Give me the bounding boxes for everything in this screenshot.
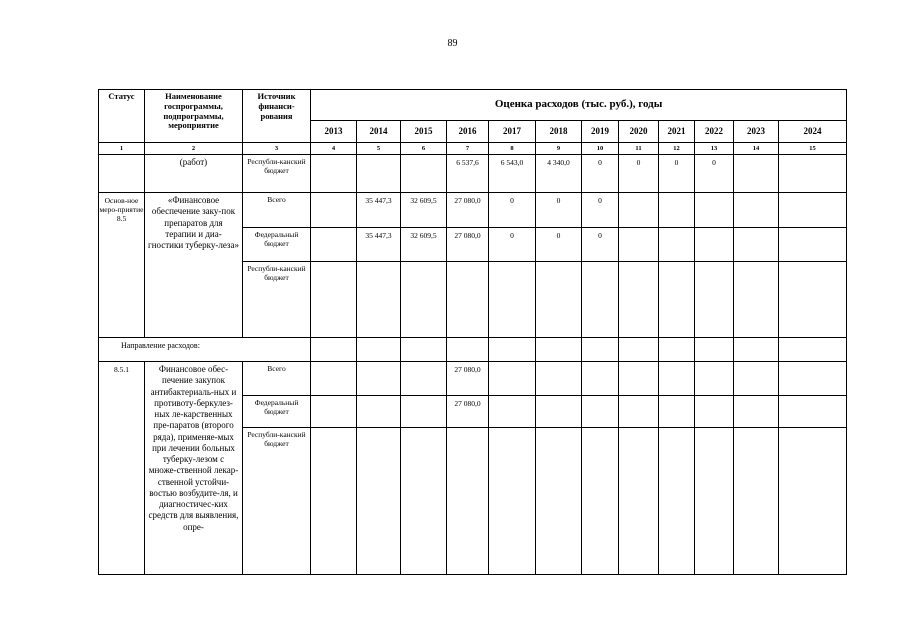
value-cell — [779, 396, 847, 428]
value-cell — [619, 362, 659, 396]
value-cell — [695, 428, 734, 575]
header-status: Статус — [99, 90, 145, 143]
value-cell: 0 — [582, 155, 619, 193]
value-cell — [695, 193, 734, 228]
value-cell: 4 340,0 — [536, 155, 582, 193]
section-row — [99, 338, 847, 362]
source-cell: Федеральный бюджет — [243, 228, 311, 262]
value-cell — [734, 262, 779, 338]
source-cell: Республи-канский бюджет — [243, 155, 311, 193]
value-cell — [734, 362, 779, 396]
value-cell: 0 — [536, 193, 582, 228]
column-number: 6 — [401, 143, 447, 155]
value-cell — [357, 396, 401, 428]
value-cell — [536, 362, 582, 396]
value-cell: 0 — [659, 155, 695, 193]
page-number: 89 — [447, 38, 458, 49]
expense-table — [98, 89, 847, 575]
value-cell — [659, 193, 695, 228]
header-year: 2014 — [357, 121, 401, 143]
value-cell — [582, 396, 619, 428]
value-cell — [536, 262, 582, 338]
header-year: 2022 — [695, 121, 734, 143]
value-cell — [582, 428, 619, 575]
value-cell — [695, 362, 734, 396]
column-number: 3 — [243, 143, 311, 155]
column-number: 2 — [145, 143, 243, 155]
header-estimate: Оценка расходов (тыс. руб.), годы — [311, 90, 847, 121]
value-cell — [619, 428, 659, 575]
value-cell — [447, 428, 489, 575]
value-cell: 0 — [536, 228, 582, 262]
value-cell: 6 537,6 — [447, 155, 489, 193]
source-cell: Республи-канский бюджет — [243, 428, 311, 575]
column-number: 10 — [582, 143, 619, 155]
value-cell: 27 080,0 — [447, 396, 489, 428]
value-cell — [619, 193, 659, 228]
column-number: 13 — [695, 143, 734, 155]
status-cell: Основ-ное меро-приятие 8.5 — [99, 193, 145, 338]
name-cell: Финансовое обес-печение закупок антибактериаль-ных и противоту-беркулез-ных ле-карственных пре-паратов (второго ряда), применяе-мых при лечении больных туберку-лезом с множе-ственной лекар-ственной устойчи-востью возбудите-ля, и диагностичес-ких средств для выявления, опре- — [145, 362, 243, 575]
value-cell — [582, 262, 619, 338]
value-cell — [779, 155, 847, 193]
value-cell: 0 — [619, 155, 659, 193]
value-cell: 35 447,3 — [357, 193, 401, 228]
header-year: 2020 — [619, 121, 659, 143]
value-cell — [357, 362, 401, 396]
value-cell — [659, 428, 695, 575]
value-cell — [659, 228, 695, 262]
status-cell — [99, 155, 145, 193]
column-number: 8 — [489, 143, 536, 155]
value-cell — [447, 262, 489, 338]
value-cell — [401, 362, 447, 396]
value-cell: 0 — [582, 228, 619, 262]
header-year: 2013 — [311, 121, 357, 143]
value-cell — [311, 396, 357, 428]
value-cell — [401, 155, 447, 193]
table-row — [99, 155, 847, 193]
value-cell: 32 609,5 — [401, 228, 447, 262]
value-cell — [357, 428, 401, 575]
value-cell — [779, 362, 847, 396]
value-cell — [311, 362, 357, 396]
value-cell — [695, 228, 734, 262]
value-cell — [401, 262, 447, 338]
value-cell — [311, 262, 357, 338]
value-cell — [695, 396, 734, 428]
value-cell: 35 447,3 — [357, 228, 401, 262]
value-cell — [619, 262, 659, 338]
value-cell — [489, 262, 536, 338]
header-year: 2018 — [536, 121, 582, 143]
value-cell — [489, 428, 536, 575]
value-cell — [659, 262, 695, 338]
source-cell: Федеральный бюджет — [243, 396, 311, 428]
column-number: 4 — [311, 143, 357, 155]
column-number: 14 — [734, 143, 779, 155]
column-number: 9 — [536, 143, 582, 155]
column-number: 15 — [779, 143, 847, 155]
value-cell: 27 080,0 — [447, 193, 489, 228]
value-cell — [311, 428, 357, 575]
header-year: 2017 — [489, 121, 536, 143]
column-number: 11 — [619, 143, 659, 155]
value-cell — [779, 193, 847, 228]
value-cell — [734, 193, 779, 228]
value-cell: 27 080,0 — [447, 228, 489, 262]
value-cell — [311, 228, 357, 262]
value-cell — [311, 155, 357, 193]
header-year: 2016 — [447, 121, 489, 143]
value-cell — [734, 396, 779, 428]
value-cell — [582, 362, 619, 396]
value-cell — [536, 428, 582, 575]
value-cell — [536, 396, 582, 428]
value-cell — [779, 228, 847, 262]
value-cell: 27 080,0 — [447, 362, 489, 396]
value-cell — [619, 228, 659, 262]
value-cell: 6 543,0 — [489, 155, 536, 193]
header-source: Источник финанси-рования — [243, 90, 311, 143]
column-number: 7 — [447, 143, 489, 155]
value-cell — [659, 362, 695, 396]
value-cell — [734, 428, 779, 575]
value-cell — [734, 155, 779, 193]
column-number: 12 — [659, 143, 695, 155]
source-cell: Республи-канский бюджет — [243, 262, 311, 338]
direction-label: Направление расходов: — [99, 338, 311, 362]
source-cell: Всего — [243, 193, 311, 228]
name-cell: «Финансовое обеспечение заку-пок препаратов для терапии и диа-гностики туберку-леза» — [145, 193, 243, 338]
header-year: 2024 — [779, 121, 847, 143]
column-number: 1 — [99, 143, 145, 155]
value-cell — [357, 262, 401, 338]
column-number: 5 — [357, 143, 401, 155]
value-cell: 32 609,5 — [401, 193, 447, 228]
header-year: 2015 — [401, 121, 447, 143]
source-cell: Всего — [243, 362, 311, 396]
value-cell — [489, 396, 536, 428]
value-cell — [734, 228, 779, 262]
status-cell: 8.5.1 — [99, 362, 145, 575]
value-cell — [779, 428, 847, 575]
header-year: 2021 — [659, 121, 695, 143]
value-cell — [619, 396, 659, 428]
value-cell: 0 — [582, 193, 619, 228]
header-name: Наименование госпрограммы, подпрограммы, мероприятие — [145, 90, 243, 143]
value-cell: 0 — [695, 155, 734, 193]
value-cell — [489, 362, 536, 396]
value-cell — [357, 155, 401, 193]
value-cell — [695, 262, 734, 338]
header-year: 2019 — [582, 121, 619, 143]
value-cell: 0 — [489, 193, 536, 228]
value-cell — [779, 262, 847, 338]
header-year: 2023 — [734, 121, 779, 143]
table-row — [99, 193, 847, 228]
value-cell — [401, 396, 447, 428]
value-cell: 0 — [489, 228, 536, 262]
table-row — [99, 362, 847, 396]
value-cell — [401, 428, 447, 575]
value-cell — [659, 396, 695, 428]
name-cell: (работ) — [145, 155, 243, 193]
value-cell — [311, 193, 357, 228]
